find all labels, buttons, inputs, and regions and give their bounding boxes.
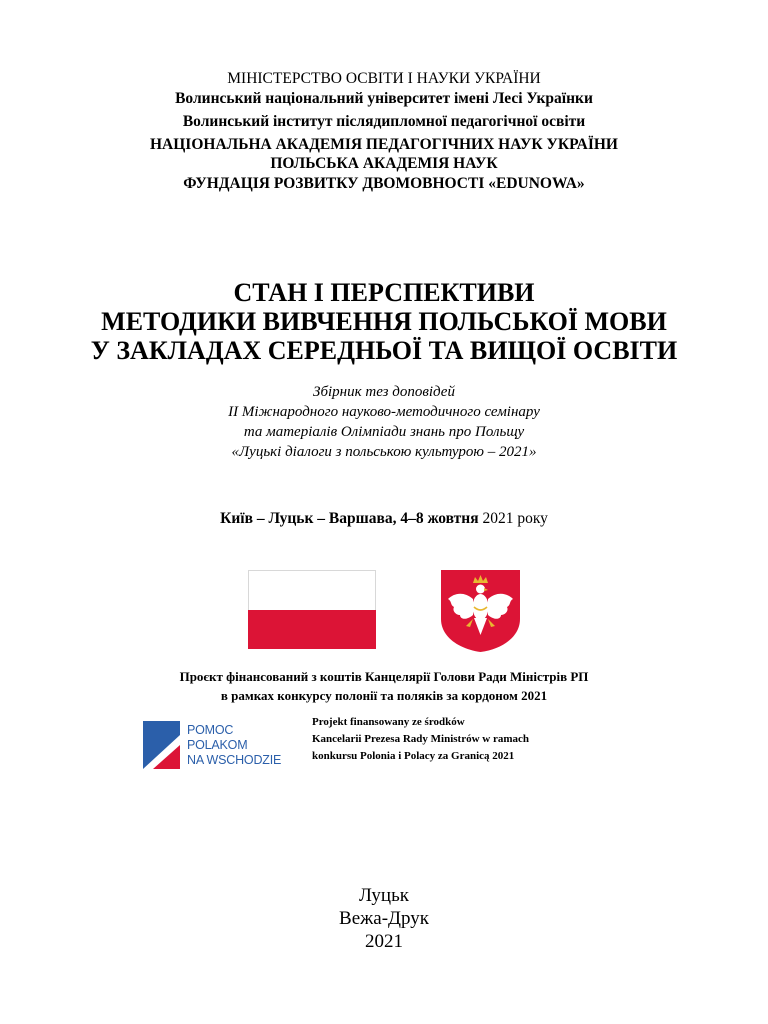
main-title-line-1: СТАН І ПЕРСПЕКТИВИ: [233, 278, 535, 307]
funding-pl-line-1: Projekt finansowany ze środków: [312, 716, 465, 728]
event-year: 2021 року: [478, 510, 548, 527]
imprint-year: 2021: [365, 931, 403, 952]
funding-line-2: в рамках конкурсу полонії та поляків за кордоном 2021: [220, 688, 548, 703]
ministry-title: МІНІСТЕРСТВО ОСВІТИ І НАУКИ УКРАЇНИ: [227, 70, 541, 87]
pomoc-polakom-logo: [143, 721, 293, 769]
subtitle-line-1: Збірник тез доповідей: [313, 384, 455, 400]
flag-red-stripe: [248, 610, 376, 650]
polish-academy-name: ПОЛЬСЬКА АКАДЕМІЯ НАУК: [270, 155, 498, 172]
subtitle-line-4: «Луцькі діалоги з польською культурою – 2021»: [231, 444, 537, 460]
event-place: Київ – Луцьк – Варшава, 4–8 жовтня: [220, 510, 479, 527]
institute-name: Волинський інститут післядипломної педагогічної освіти: [182, 113, 586, 130]
logo-line-2: POLAKOM: [187, 738, 248, 752]
event-place-date: [0, 511, 768, 527]
funding-pl-line-3: konkursu Polonia i Polacy za Granicą 2021: [312, 750, 515, 762]
main-title-line-2: МЕТОДИКИ ВИВЧЕННЯ ПОЛЬСЬКОЇ МОВИ: [101, 307, 667, 336]
flag-white-stripe: [248, 570, 376, 610]
logo-text: [187, 723, 281, 768]
academy-name: НАЦІОНАЛЬНА АКАДЕМІЯ ПЕДАГОГІЧНИХ НАУК УКРАЇНИ: [150, 136, 618, 153]
main-title-line-3: У ЗАКЛАДАХ СЕРЕДНЬОЇ ТА ВИЩОЇ ОСВІТИ: [90, 336, 678, 365]
polish-coat-of-arms-icon: [440, 569, 521, 653]
logo-emblem-icon: [143, 721, 180, 769]
subtitle-line-2: ІІ Міжнародного науково-методичного семінару: [228, 404, 540, 420]
funding-pl-line-2: Kancelarii Prezesa Rady Ministrów w ramach: [312, 733, 530, 745]
logo-line-3: NA WSCHODZIE: [187, 753, 282, 767]
foundation-name: ФУНДАЦІЯ РОЗВИТКУ ДВОМОВНОСТІ «EDUNOWA»: [183, 175, 585, 192]
funding-line-1: Проєкт фінансований з коштів Канцелярії Голови Ради Міністрів РП: [179, 669, 589, 684]
university-name: Волинський національний університет імені Лесі Українки: [175, 90, 593, 107]
imprint-city: Луцьк: [359, 885, 409, 906]
polish-flag: [248, 570, 376, 649]
imprint-publisher: Вежа-Друк: [339, 908, 429, 929]
logo-line-1: POMOC: [187, 723, 234, 737]
subtitle-line-3: та матеріалів Олімпіади знань про Польщу: [243, 424, 525, 440]
